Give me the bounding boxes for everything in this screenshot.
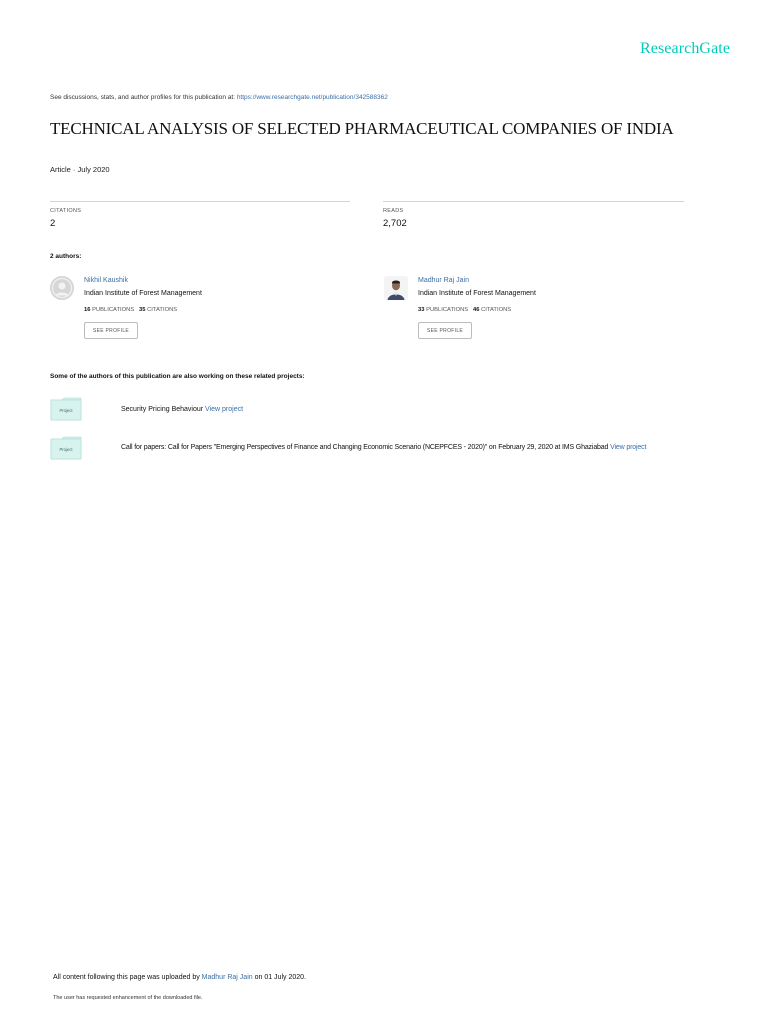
author-publications-label: PUBLICATIONS	[426, 307, 469, 313]
author-institution: Indian Institute of Forest Management	[84, 290, 202, 297]
uploader-link[interactable]: Madhur Raj Jain	[201, 974, 253, 981]
project-item	[121, 406, 243, 413]
author-citations-label: CITATIONS	[481, 307, 512, 313]
reads-label: READS	[383, 208, 404, 214]
see-profile-button[interactable]: SEE PROFILE	[418, 322, 472, 339]
author-publications-count: 33	[418, 307, 425, 313]
author-citations-label: CITATIONS	[147, 307, 178, 313]
discussion-line	[50, 94, 388, 101]
author-publications-count: 16	[84, 307, 91, 313]
project-folder-icon	[50, 436, 82, 458]
see-profile-button[interactable]: SEE PROFILE	[84, 322, 138, 339]
discussion-prefix: See discussions, stats, and author profiles for this publication at:	[50, 94, 235, 101]
project-title: Call for papers: Call for Papers "Emerging Perspectives of Finance and Changing Economic Scenario (NCEPFCES - 2020)" on February 29, 2020 at IMS Ghaziabad	[121, 444, 609, 451]
citations-label: CITATIONS	[50, 208, 82, 214]
author-stats	[84, 307, 177, 313]
project-item	[121, 444, 646, 451]
author-institution: Indian Institute of Forest Management	[418, 290, 536, 297]
project-folder-icon	[50, 397, 82, 419]
view-project-link[interactable]: View project	[205, 406, 244, 413]
projects-heading: Some of the authors of this publication are also working on these related projects:	[50, 373, 305, 380]
project-icon-label: Project	[59, 447, 73, 452]
view-project-link[interactable]: View project	[610, 444, 647, 451]
reads-divider	[383, 201, 684, 202]
author-name-link[interactable]: Madhur Raj Jain	[418, 277, 469, 284]
upload-notice	[53, 974, 306, 981]
reads-value: 2,702	[383, 218, 407, 229]
upload-suffix: on 01 July 2020.	[254, 974, 306, 981]
author-stats	[418, 307, 511, 313]
author-photo[interactable]	[384, 276, 408, 300]
default-avatar-icon[interactable]	[50, 276, 74, 300]
citations-value: 2	[50, 218, 56, 229]
author-publications-label: PUBLICATIONS	[92, 307, 135, 313]
project-icon-label: Project	[59, 408, 73, 413]
author-citations-count: 35	[139, 307, 146, 313]
publication-url-link[interactable]: https://www.researchgate.net/publication/342588362	[236, 94, 388, 101]
upload-prefix: All content following this page was uploaded by	[53, 974, 200, 981]
page-title: TECHNICAL ANALYSIS OF SELECTED PHARMACEUTICAL COMPANIES OF INDIA	[50, 119, 674, 138]
project-title: Security Pricing Behaviour	[121, 406, 204, 413]
author-name-link[interactable]: Nikhil Kaushik	[84, 277, 128, 284]
enhancement-note: The user has requested enhancement of the downloaded file.	[53, 995, 203, 1001]
article-type: Article · July 2020	[50, 165, 110, 174]
citations-divider	[50, 201, 350, 202]
researchgate-logo[interactable]: ResearchGate	[640, 40, 731, 57]
authors-heading: 2 authors:	[50, 253, 82, 260]
author-citations-count: 46	[473, 307, 480, 313]
